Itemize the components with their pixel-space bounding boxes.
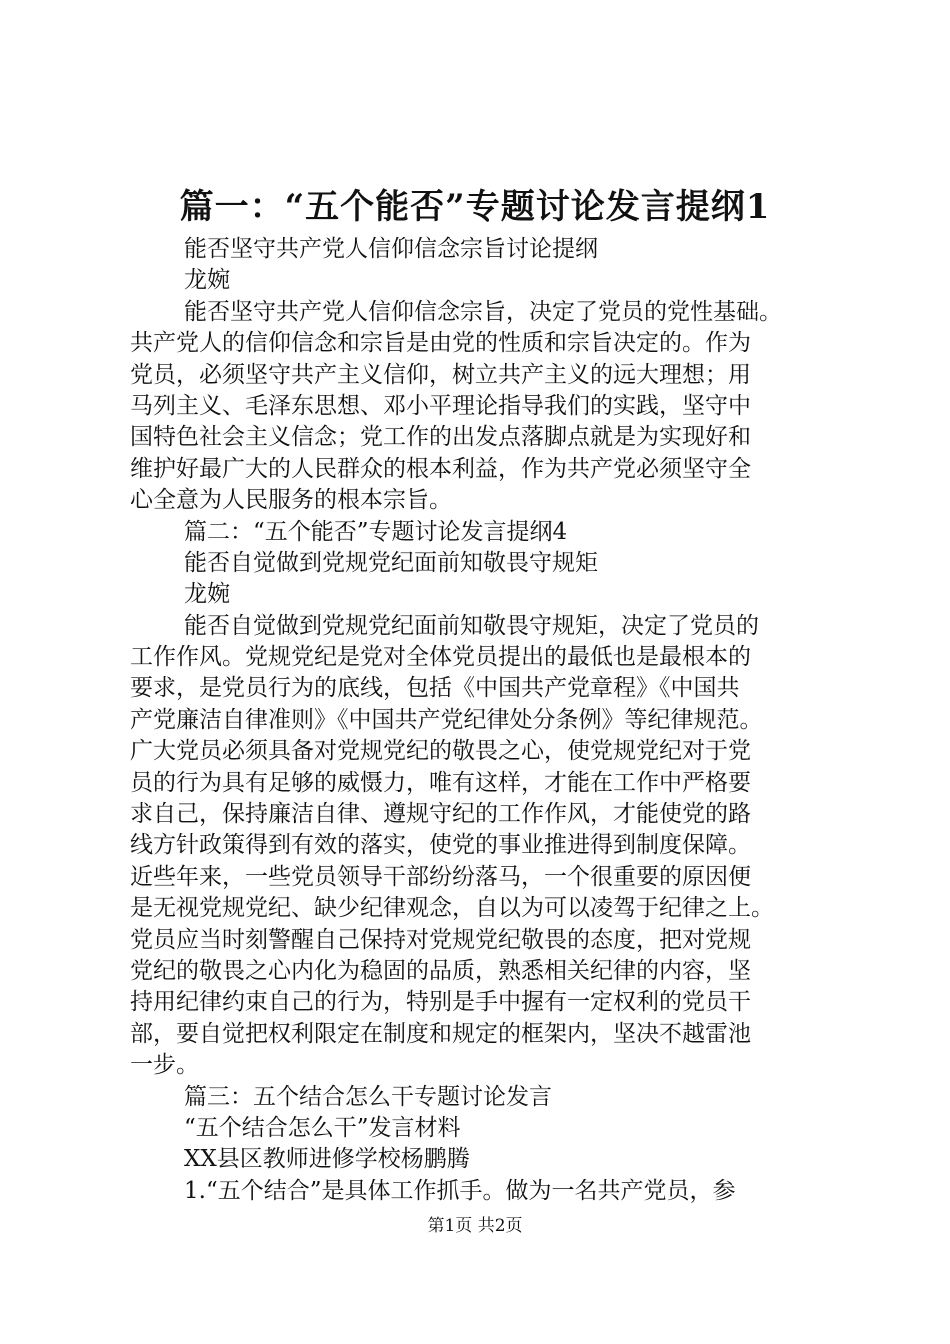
text-line: 心全意为人民服务的根本宗旨。 xyxy=(130,487,452,514)
text-line: 求自己，保持廉洁自律、遵规守纪的工作作风，才能使党的路 xyxy=(130,801,751,828)
text-line: 党纪的敬畏之心内化为稳固的品质，熟悉相关纪律的内容，坚 xyxy=(130,957,751,984)
text-line: 一步。 xyxy=(130,1052,199,1079)
text-line: “五个结合怎么干”发言材料 xyxy=(184,1114,461,1141)
document-body xyxy=(130,234,854,1207)
page-footer: 第1页 共2页 xyxy=(427,1216,523,1236)
text-line: 党员应当时刻警醒自己保持对党规党纪敬畏的态度，把对党规 xyxy=(130,926,751,953)
text-line: 能否坚守共产党人信仰信念宗旨，决定了党员的党性基础。 xyxy=(184,298,782,325)
text-line: 工作作风。党规党纪是党对全体党员提出的最低也是最根本的 xyxy=(130,644,751,671)
text-line: 持用纪律约束自己的行为，特别是手中握有一定权利的党员干 xyxy=(130,989,751,1016)
text-line: 近些年来，一些党员领导干部纷纷落马，一个很重要的原因便 xyxy=(130,863,751,890)
text-line: 党员，必须坚守共产主义信仰，树立共产主义的远大理想；用 xyxy=(130,361,751,388)
text-line: 能否坚守共产党人信仰信念宗旨讨论提纲 xyxy=(184,236,598,262)
text-line: 部，要自觉把权利限定在制度和规定的框架内，坚决不越雷池 xyxy=(130,1020,751,1047)
page-title: 篇一：“五个能否”专题讨论发言提纲1 xyxy=(179,187,771,227)
text-line: 要求，是党员行为的底线，包括《中国共产党章程》《中国共 xyxy=(130,675,740,702)
text-line: 国特色社会主义信念；党工作的出发点落脚点就是为实现好和 xyxy=(130,424,751,451)
text-line: 员的行为具有足够的威慑力，唯有这样，才能在工作中严格要 xyxy=(130,769,751,796)
text-line: 能否自觉做到党规党纪面前知敬畏守规矩 xyxy=(184,549,598,576)
text-line: 维护好最广大的人民群众的根本利益，作为共产党必须坚守全 xyxy=(130,455,751,482)
text-line: 龙婉 xyxy=(184,581,230,608)
text-line: 共产党人的信仰信念和宗旨是由党的性质和宗旨决定的。作为 xyxy=(130,330,751,357)
text-line: 广大党员必须具备对党规党纪的敬畏之心，使党规党纪对于党 xyxy=(130,738,751,765)
text-line: 龙婉 xyxy=(184,267,230,294)
text-line: 产党廉洁自律准则》《中国共产党纪律处分条例》等纪律规范。 xyxy=(130,706,763,733)
text-line: 篇二：“五个能否”专题讨论发言提纲4 xyxy=(184,518,568,545)
text-line: 是无视党规党纪、缺少纪律观念，自以为可以凌驾于纪律之上。 xyxy=(130,895,774,922)
text-line: 篇三：五个结合怎么干专题讨论发言 xyxy=(184,1083,552,1110)
text-line: 马列主义、毛泽东思想、邓小平理论指导我们的实践，坚守中 xyxy=(130,392,751,419)
text-line: 线方针政策得到有效的落实，使党的事业推进得到制度保障。 xyxy=(130,832,751,859)
text-line: 1.“五个结合”是具体工作抓手。做为一名共产党员，参 xyxy=(184,1177,736,1204)
text-line: 能否自觉做到党规党纪面前知敬畏守规矩，决定了党员的 xyxy=(184,612,759,639)
text-line: XX县区教师进修学校杨鹏腾 xyxy=(184,1146,470,1173)
